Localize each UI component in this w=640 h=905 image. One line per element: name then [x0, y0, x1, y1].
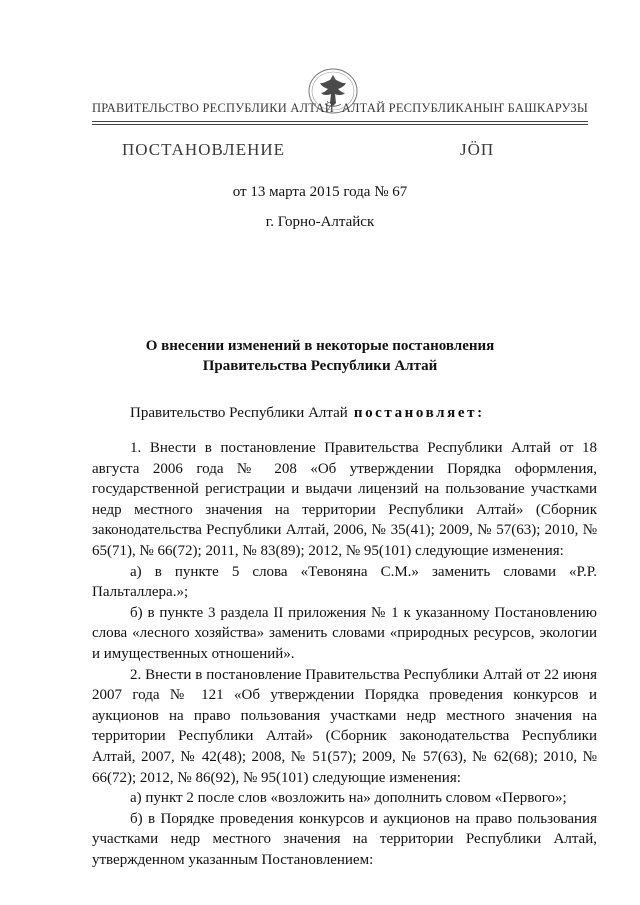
document-title: [0, 336, 640, 376]
government-header: [92, 101, 588, 121]
doc-type-altai: JÖП: [460, 140, 495, 159]
document-date-number: от 13 марта 2015 года № 67: [232, 184, 408, 200]
paragraph-1: 1. Внести в постановление Правительства Республики Алтай от 18 августа 2006 года № 208 «Об утверждении Порядка оформления, государственной регистрации и выдачи лицензий на пользование участками недр местного значения на территории Республики Алтай» (Сборник законодательства Республики Алтай, 2006, № 35(41); 2009, № 57(63); 2010, № 65(71), № 66(72); 2011, № 83(89); 2012, № 95(101) следующие изменения:: [92, 440, 597, 559]
paragraph-2b: б) в Порядке проведения конкурсов и аукционов на право пользования участками недр местного значения на территории Республики Алтай, утвержденном указанным Постановлением:: [92, 810, 597, 868]
paragraph-1b: б) в пункте 3 раздела II приложения № 1 к указанному Постановлению слова «лесного хозяйства» заменить словами «природных ресурсов, экологии и имущественных отношений».: [92, 604, 597, 662]
paragraph-1a: а) в пункте 5 слова «Тевоняна С.М.» заменить словами «Р.Р. Пальталлера.»;: [92, 563, 597, 601]
resolution-intro: [130, 405, 485, 422]
document-city: г. Горно-Алтайск: [265, 214, 375, 230]
document-body: [92, 438, 597, 870]
intro-keyword: постановляет:: [353, 405, 485, 421]
header-right-text: АЛТАЙ РЕСПУБЛИКАНЫҤ БАШКАРУЗЫ: [341, 101, 588, 115]
title-line-1: О внесении изменений в некоторые постановления: [145, 338, 495, 354]
paragraph-2: 2. Внести в постановление Правительства Республики Алтай от 22 июня 2007 года № 121 «Об утверждении Порядка проведения конкурсов и аукционов на право пользования участками недр местного значения на территории Республики Алтай» (Сборник законодательства Республики Алтай, 2007, № 42(48); 2008, № 51(57); 2009, № 57(63), № 62(68); 2010, № 66(72); 2012, № 86(92), № 95(101) следующие изменения:: [92, 666, 597, 786]
header-rule-bottom: [92, 124, 588, 125]
title-line-2: Правительства Республики Алтай: [202, 358, 438, 374]
doc-type-russian: ПОСТАНОВЛЕНИЕ: [122, 140, 286, 159]
header-left-text: ПРАВИТЕЛЬСТВО РЕСПУБЛИКИ АЛТАЙ: [92, 101, 334, 115]
paragraph-2a: а) пункт 2 после слов «возложить на» дополнить словом «Первого»;: [130, 790, 567, 807]
intro-text: Правительство Республики Алтай: [130, 405, 348, 421]
header-rule-top: [92, 121, 588, 122]
